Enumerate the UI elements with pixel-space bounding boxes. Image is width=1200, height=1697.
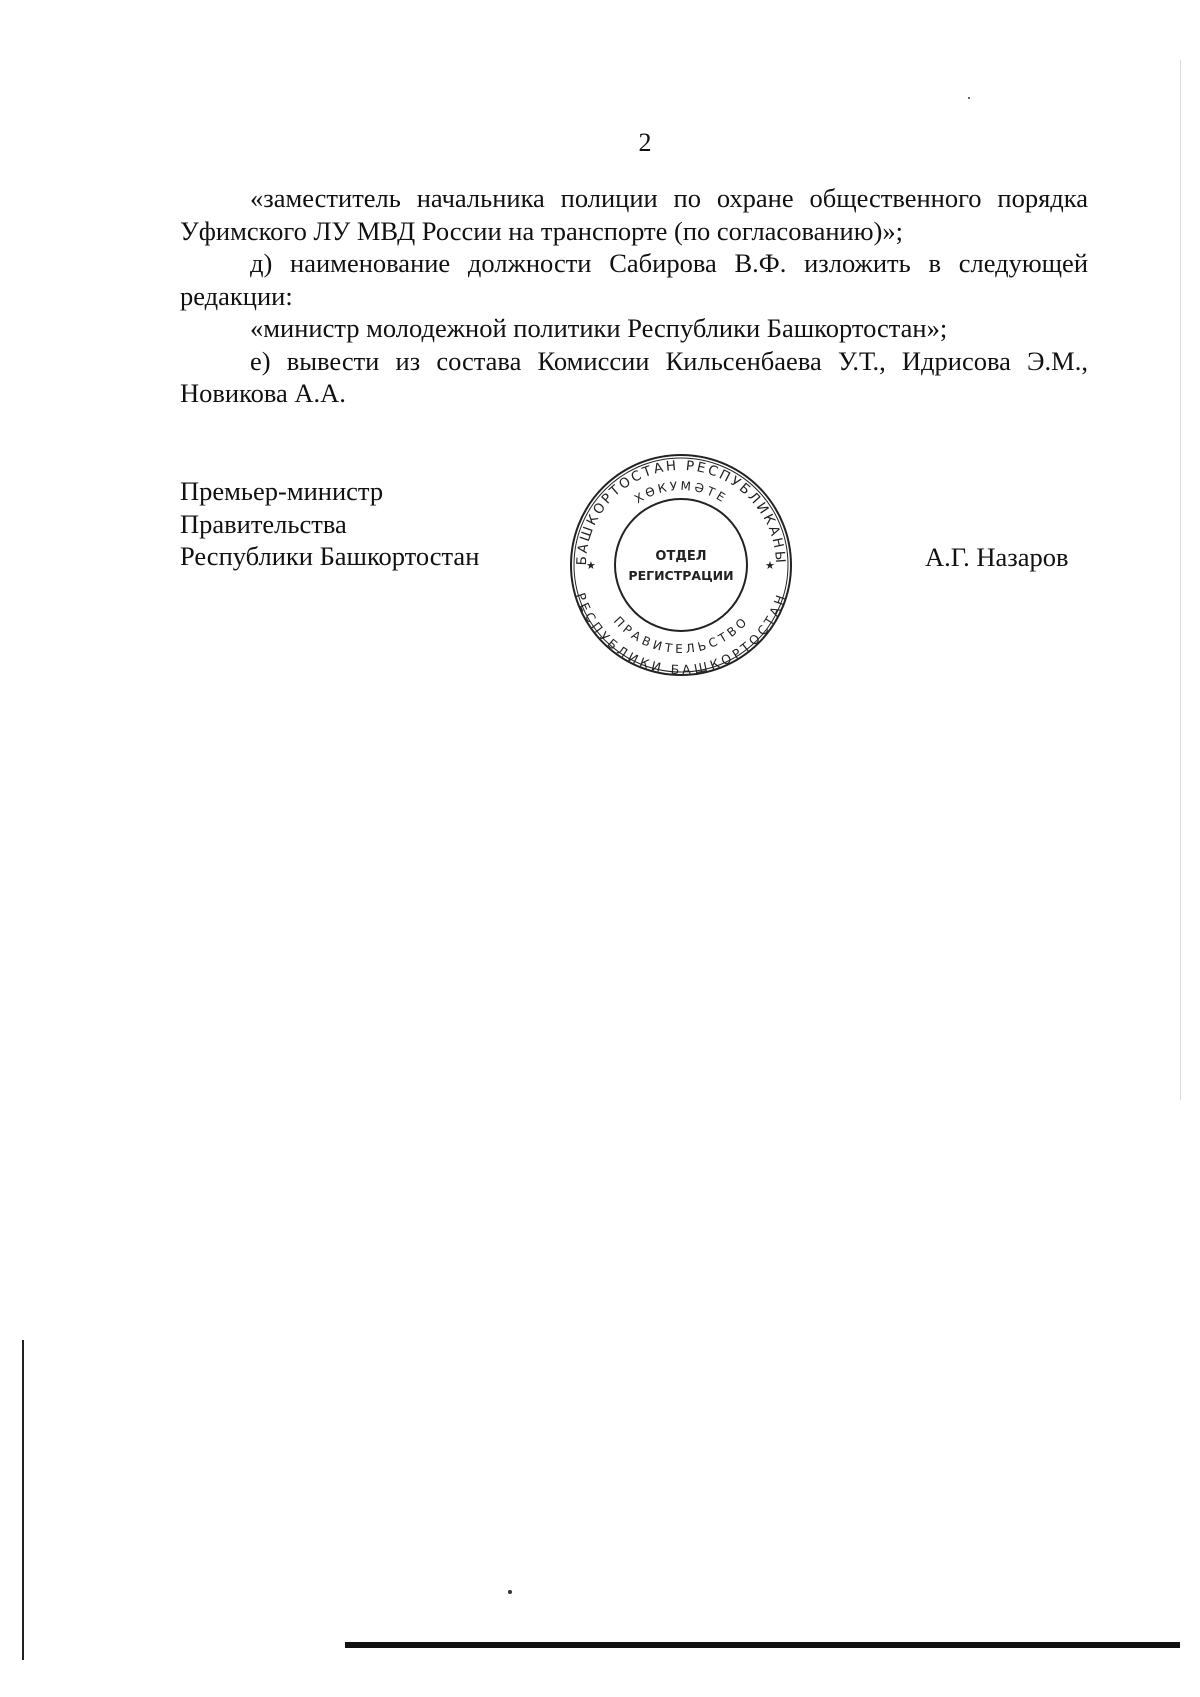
- stamp-inner-bottom-text: ПРАВИТЕЛЬСТВО: [611, 613, 751, 656]
- stamp-center-line: ОТДЕЛ: [655, 549, 707, 564]
- registration-stamp: [568, 452, 794, 678]
- stamp-star-icon: ★: [586, 559, 596, 572]
- document-body: [180, 182, 1088, 410]
- page-number: 2: [638, 128, 652, 157]
- stamp-outer-top-text: БАШКОРТОСТАН РЕСПУБЛИКАНЫ: [573, 457, 789, 566]
- svg-text:РЕСПУБЛИКИ БАШКОРТОСТАН: [574, 591, 789, 677]
- scan-speck: [968, 97, 970, 99]
- paragraph-remove-members: е) вывести из состава Комиссии Кильсенбаева У.Т., Идрисова Э.М., Новикова А.А.: [180, 345, 1088, 408]
- signatory-position-line: Республики Башкортостан: [180, 541, 480, 571]
- stamp-outer-bottom-text: РЕСПУБЛИКИ БАШКОРТОСТАН: [573, 590, 789, 677]
- svg-text:ХӨКУМӘТЕ: [632, 479, 730, 506]
- signatory-position-line: Правительства: [180, 508, 347, 539]
- signatory-position-line: Премьер-министр: [180, 476, 384, 506]
- stamp-star-icon: ★: [765, 559, 775, 572]
- scan-edge-right: [1180, 60, 1181, 1100]
- stamp-inner-top-text: ХӨКУМӘТЕ: [631, 478, 731, 507]
- scan-edge-left: [22, 1340, 24, 1660]
- paragraph-deputy-chief: «заместитель начальника полиции по охране общественного порядка Уфимского ЛУ МВД России на транспорте (по согласованию)»;: [180, 183, 1088, 246]
- signatory-name: А.Г. Назаров: [925, 542, 1069, 572]
- scan-speck: [508, 1590, 512, 1594]
- stamp-center-line: РЕГИСТРАЦИИ: [628, 568, 734, 583]
- paragraph-position-change: д) наименование должности Сабирова В.Ф. изложить в следующей редакции:: [180, 248, 1088, 311]
- scan-edge-bottom: [345, 1642, 1180, 1648]
- signatory-position: [180, 475, 479, 573]
- paragraph-minister: «министр молодежной политики Республики Башкортостан»;: [250, 313, 948, 343]
